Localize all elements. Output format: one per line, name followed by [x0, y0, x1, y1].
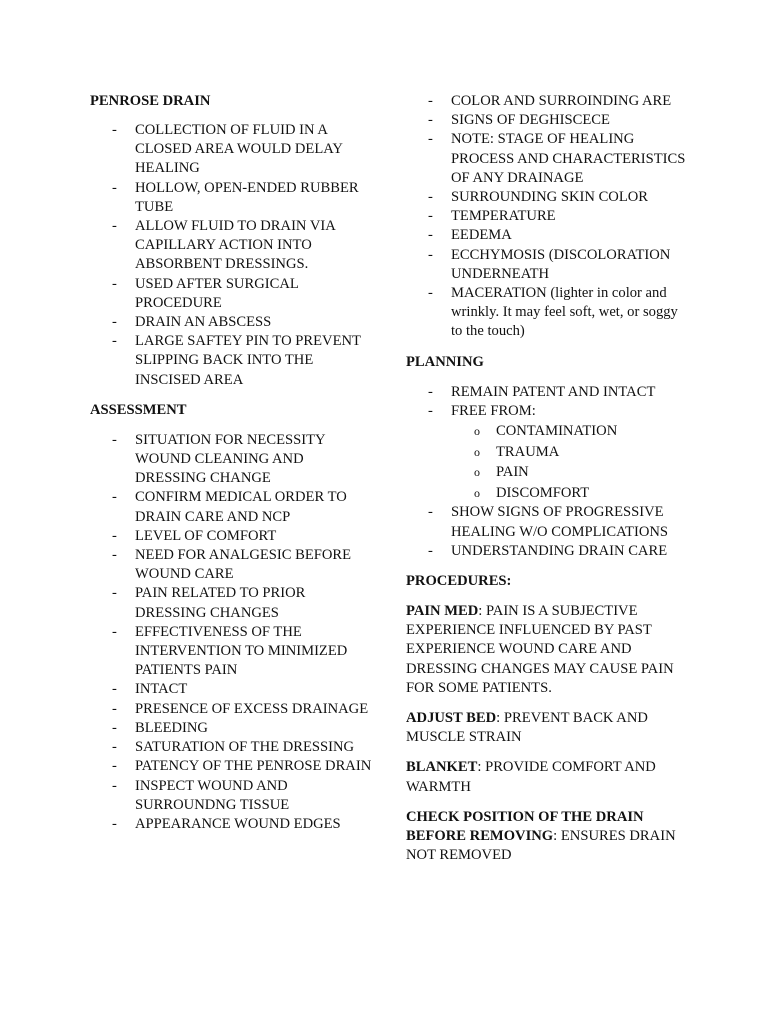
list-item: [90, 217, 375, 275]
sub-list-item-text: CONTAMINATION: [496, 423, 618, 440]
procedure-text: : PREVENT BACK AND MUSCLE STRAIN: [406, 710, 648, 746]
dash-bullet: -: [428, 93, 433, 109]
dash-bullet: -: [112, 431, 117, 448]
list-item-text: COLLECTION OF FLUID IN A CLOSED AREA WOULD DELAY HEALING: [135, 122, 343, 177]
list-item-text: REMAIN PATENT AND INTACT: [451, 383, 656, 400]
dash-bullet: -: [112, 275, 117, 292]
free-from-sublist: [406, 421, 691, 503]
list-item-text: LARGE SAFTEY PIN TO PREVENT SLIPPING BACK INTO THE INSCISED AREA: [135, 333, 361, 388]
list-item-text: ECCHYMOSIS (DISCOLORATION UNDERNEATH: [451, 246, 671, 282]
dash-bullet: -: [428, 542, 433, 559]
dash-bullet: -: [428, 402, 433, 419]
procedure-text: : PROVIDE COMFORT AND WARMTH: [406, 759, 656, 795]
right-column: [406, 92, 691, 865]
dash-bullet: -: [112, 585, 117, 602]
list-item-text: PRESENCE OF EXCESS DRAINAGE: [135, 700, 369, 717]
list-item: [406, 246, 691, 284]
dash-bullet: -: [112, 700, 117, 717]
list-item: [90, 738, 375, 757]
planning-list: [406, 383, 691, 421]
list-item-text: HOLLOW, OPEN-ENDED RUBBER TUBE: [135, 179, 359, 215]
dash-bullet: -: [112, 122, 117, 138]
circle-bullet: o: [474, 444, 480, 459]
list-item: [406, 383, 691, 402]
sub-list-item: [406, 462, 691, 483]
list-item: [90, 777, 375, 815]
dash-bullet: -: [428, 246, 433, 263]
list-item: [406, 402, 691, 421]
list-item-text: APPEARANCE WOUND EDGES: [135, 815, 341, 832]
list-item: [90, 527, 375, 546]
sub-list-item: [406, 421, 691, 442]
procedure-text: : ENSURES DRAIN NOT REMOVED: [406, 828, 676, 864]
list-item-text: PATENCY OF THE PENROSE DRAIN: [135, 758, 372, 775]
list-item-text: TEMPERATURE: [451, 208, 556, 225]
dash-bullet: -: [428, 504, 433, 521]
sub-list-item-text: TRAUMA: [496, 443, 560, 460]
procedure-lead: CHECK POSITION OF THE DRAIN BEFORE REMOVING: [406, 808, 644, 845]
procedure-text: : PAIN IS A SUBJECTIVE EXPERIENCE INFLUENCED BY PAST EXPERIENCE WOUND CARE AND DRESSING CHANGES MAY CAUSE PAIN FOR SOME PATIENTS.: [406, 603, 674, 696]
dash-bullet: -: [112, 777, 117, 794]
list-item: [90, 623, 375, 681]
list-item-text: UNDERSTANDING DRAIN CARE: [451, 542, 668, 559]
list-item-text: EFFECTIVENESS OF THE INTERVENTION TO MINIMIZED PATIENTS PAIN: [135, 623, 348, 679]
list-item: [406, 188, 691, 207]
dash-bullet: -: [428, 227, 433, 244]
dash-bullet: -: [112, 527, 117, 544]
list-item-text: USED AFTER SURGICAL PROCEDURE: [135, 275, 299, 311]
procedure-paragraph: [406, 709, 691, 747]
dash-bullet: -: [428, 208, 433, 225]
circle-bullet: o: [474, 465, 480, 480]
list-item: [90, 700, 375, 719]
list-item-text: ALLOW FLUID TO DRAIN VIA CAPILLARY ACTION INTO ABSORBENT DRESSINGS.: [135, 218, 335, 273]
dash-bullet: -: [112, 314, 117, 331]
list-item: [90, 179, 375, 217]
list-item-text: LEVEL OF COMFORT: [135, 527, 277, 544]
list-item: [90, 584, 375, 622]
list-item: [90, 488, 375, 526]
list-item-text: SITUATION FOR NECESSITY WOUND CLEANING AND DRESSING CHANGE: [135, 431, 325, 487]
list-item: [90, 815, 375, 834]
assessment-heading: ASSESSMENT: [90, 401, 187, 418]
procedure-lead: ADJUST BED: [406, 710, 497, 727]
dash-bullet: -: [112, 815, 117, 832]
list-item-text: COLOR AND SURROINDING ARE: [451, 93, 672, 109]
dash-bullet: -: [428, 112, 433, 129]
sub-list-item-text: PAIN: [496, 464, 529, 481]
planning-heading: PLANNING: [406, 353, 484, 370]
procedure-lead: BLANKET: [406, 759, 478, 776]
list-item-text: NOTE: STAGE OF HEALING PROCESS AND CHARACTERISTICS OF ANY DRAINAGE: [451, 131, 686, 186]
list-item-text: EEDEMA: [451, 227, 512, 244]
procedure-paragraph: [406, 758, 691, 796]
dash-bullet: -: [112, 623, 117, 640]
planning-list-continued: [406, 503, 691, 561]
list-item: [90, 431, 375, 489]
list-item: [406, 284, 691, 342]
list-item-text: CONFIRM MEDICAL ORDER TO DRAIN CARE AND NCP: [135, 489, 347, 525]
list-item: [90, 121, 375, 179]
list-item-text: BLEEDING: [135, 719, 208, 736]
assessment-continued-list: [406, 92, 691, 342]
dash-bullet: -: [112, 489, 117, 506]
penrose-drain-list: [90, 121, 375, 390]
list-item: [90, 546, 375, 584]
list-item: [90, 757, 375, 776]
list-item: [90, 275, 375, 313]
list-item: [90, 680, 375, 699]
procedures-heading: PROCEDURES:: [406, 573, 512, 590]
dash-bullet: -: [112, 739, 117, 756]
list-item-text: INSPECT WOUND AND SURROUNDNG TISSUE: [135, 777, 290, 813]
list-item: [406, 111, 691, 130]
procedure-paragraph: [406, 602, 691, 698]
list-item: [406, 207, 691, 226]
dash-bullet: -: [428, 189, 433, 206]
list-item-text: SATURATION OF THE DRESSING: [135, 739, 355, 756]
list-item: [406, 226, 691, 245]
circle-bullet: o: [474, 424, 480, 439]
circle-bullet: o: [474, 485, 480, 500]
procedure-lead: PAIN MED: [406, 603, 479, 620]
list-item: [90, 313, 375, 332]
list-item: [406, 130, 691, 188]
dash-bullet: -: [112, 333, 117, 350]
list-item: [406, 92, 691, 111]
dash-bullet: -: [112, 758, 117, 775]
list-item-text: NEED FOR ANALGESIC BEFORE WOUND CARE: [135, 547, 352, 583]
sub-list-item-text: DISCOMFORT: [496, 484, 590, 501]
penrose-drain-heading: PENROSE DRAIN: [90, 93, 211, 109]
list-item-text: INTACT: [135, 681, 188, 698]
list-item-text: SURROUNDING SKIN COLOR: [451, 189, 649, 206]
list-item-text: FREE FROM:: [451, 402, 536, 419]
dash-bullet: -: [112, 719, 117, 736]
dash-bullet: -: [112, 179, 117, 196]
list-item: [406, 503, 691, 541]
list-item-text: PAIN RELATED TO PRIOR DRESSING CHANGES: [135, 585, 306, 621]
list-item-text: DRAIN AN ABSCESS: [135, 314, 272, 331]
dash-bullet: -: [112, 218, 117, 235]
assessment-list: [90, 431, 375, 834]
procedure-paragraph: [406, 808, 691, 866]
sub-list-item: [406, 483, 691, 504]
list-item: [90, 332, 375, 390]
list-item-text: MACERATION (lighter in color and wrinkly. It may feel soft, wet, or soggy to the touch): [451, 285, 678, 340]
dash-bullet: -: [112, 547, 117, 564]
list-item-text: SHOW SIGNS OF PROGRESSIVE HEALING W/O COMPLICATIONS: [451, 504, 669, 540]
dash-bullet: -: [428, 285, 433, 302]
left-column: [90, 92, 375, 834]
dash-bullet: -: [112, 681, 117, 698]
dash-bullet: -: [428, 383, 433, 400]
dash-bullet: -: [428, 131, 433, 148]
list-item: [406, 542, 691, 561]
list-item-text: SIGNS OF DEGHISCECE: [451, 112, 610, 129]
sub-list-item: [406, 442, 691, 463]
list-item: [90, 719, 375, 738]
